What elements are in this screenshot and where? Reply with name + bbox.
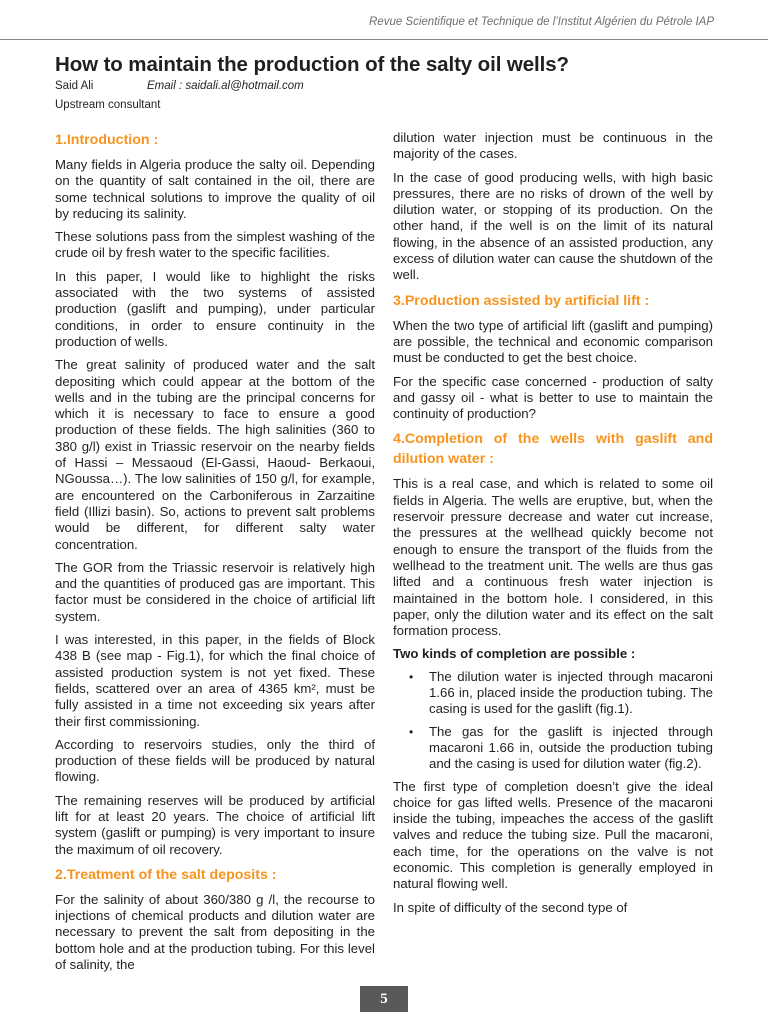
section-heading-salt-treatment: 2.Treatment of the salt deposits : [55, 866, 277, 883]
list-item: • The dilution water is injected through macaroni 1.66 in, placed inside the production tubing. The casing is used for the gaslift (fig.1). [429, 669, 713, 718]
paragraph: The first type of completion doesn’t give the ideal choice for gas lifted wells. Presence of the macaroni inside the tubing, impeaches the access of the gaslift valves and reduce the tubing size. Pull the macaroni, each time, for the operations on the valve is not economic. This completion is generally employed in natural flowing well. [393, 778, 713, 892]
author-name: Said Ali [55, 80, 94, 92]
author-email: Email : saidali.al@hotmail.com [147, 80, 304, 92]
section-heading-artificial-lift: 3.Production assisted by artificial lift : [393, 292, 650, 309]
paragraph: The great salinity of produced water and the salt depositing which could appear at the bottom of the wells and in the tubing are the principal concerns for which it is necessary to face to ensure a good production of these fields. The high salinities (360 to 380 g/l) exist in Triassic reservoir on the nearby fields of Hassi – Messaoud (El-Gassi, Haoud- Berkaoui, NGoussa…). The low salinities of 150 g/l, for example, are encountered on the Carboniferous in Zarzaitine field (Illizi basin). So, actions to prevent salt problems would be different, for different salty water concentration. [55, 357, 375, 552]
right-column [393, 130, 713, 923]
left-column [55, 130, 375, 980]
subheading-completion-kinds: Two kinds of completion are possible : [393, 646, 636, 662]
completion-list [393, 669, 713, 773]
header-rule [0, 39, 768, 40]
paragraph: I was interested, in this paper, in the fields of Block 438 B (see map - Fig.1), for which the final choice of assisted production system is not yet fixed. These fields, scattered over an area of 4365 km², must be fully assisted in a time not exceeding six years after their first commissioning. [55, 632, 375, 729]
paragraph: In spite of difficulty of the second type of [393, 899, 628, 915]
paragraph: For the salinity of about 360/380 g /l, the recourse to injections of chemical products and dilution water are necessary to prevent the salt from depositing in the bottom hole and at the production tubing. For this level of salinity, the [55, 891, 375, 973]
paragraph: The GOR from the Triassic reservoir is relatively high and the quantities of produced gas are important. This factor must be considered in the choice of artificial lift system. [55, 559, 375, 624]
author-affiliation: Upstream consultant [55, 99, 161, 111]
paragraph: These solutions pass from the simplest washing of the crude oil by fresh water to the specific facilities. [55, 229, 375, 261]
list-item: • The gas for the gaslift is injected through macaroni 1.66 in, outside the production tubing and the casing is used for dilution water (fig.2). [429, 724, 713, 773]
paragraph: For the specific case concerned - production of salty and gassy oil - what is better to use to maintain the continuity of production? [393, 373, 713, 422]
paragraph: According to reservoirs studies, only the third of production of these fields will be produced by natural flowing. [55, 736, 375, 785]
paragraph: The remaining reserves will be produced by artificial lift for at least 20 years. The choice of artificial lift system (gaslift or pumping) is very important to insure the maximum of oil recovery. [55, 792, 375, 857]
paragraph: This is a real case, and which is related to some oil fields in Algeria. The wells are eruptive, but, when the reservoir pressure decrease and water cut increase, the pressures at the wellhead quickly become not enough to ensure the transport of the fluids from the wellhead to the treatment unit. The wells are thus gas lifted and a continuous fresh water injection is maintained in the bottom hole. I considered, in this paper, only the dilution water and its effect on the salt formation process. [393, 476, 713, 639]
paragraph: In this paper, I would like to highlight the risks associated with the two systems of assisted production (gaslift and pumping), under particular conditions, in order to ensure continuity in the production of wells. [55, 268, 375, 349]
paragraph: In the case of good producing wells, with high basic pressures, there are no risks of drown of the well by dilution water, or stopping of its production. On the other hand, if the well is on the limit of its natural flowing, in the absence of an assisted production, any excess of dilution water can cause the shutdown of the well. [393, 169, 713, 283]
page-number: 5 [360, 986, 408, 1012]
paragraph: dilution water injection must be continuous in the majority of the cases. [393, 130, 713, 162]
article-title: How to maintain the production of the salty oil wells? [55, 53, 569, 76]
paragraph: When the two type of artificial lift (gaslift and pumping) are possible, the technical and economic comparison must be conducted to get the best choice. [393, 317, 713, 366]
author-line [55, 80, 304, 92]
section-heading-completion: 4.Completion of the wells with gaslift and dilution water : [393, 431, 713, 468]
section-heading-introduction: 1.Introduction : [55, 132, 159, 148]
journal-header: Revue Scientifique et Technique de l’Institut Algérien du Pétrole IAP [369, 16, 714, 28]
paragraph: Many fields in Algeria produce the salty oil. Depending on the quantity of salt contained in the oil, there are some technical solutions to improve the quality of oil by reducing its salinity. [55, 157, 375, 221]
